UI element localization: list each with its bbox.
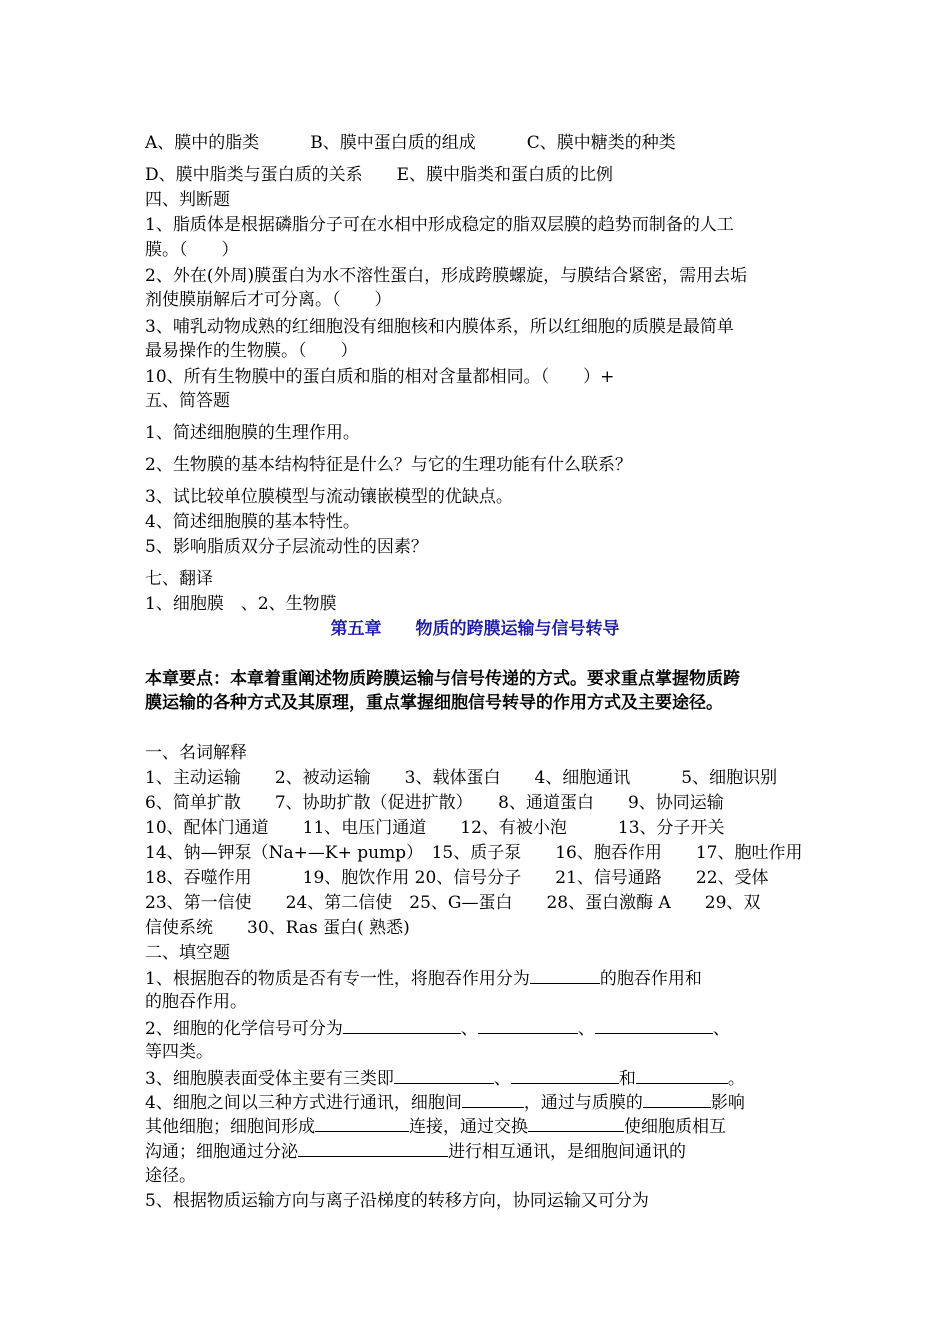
fill-question-4-cont: [145, 1139, 810, 1164]
terms-line: 1、主动运输 2、被动运输 3、载体蛋白 4、细胞通讯 5、细胞识别: [145, 768, 778, 788]
question-line: 的胞吞作用。: [145, 992, 247, 1012]
question-text: 3、细胞膜表面受体主要有三类即: [145, 1069, 394, 1089]
question-line: 最易操作的生物膜。（ ）: [145, 341, 358, 361]
fill-question-4-cont: [145, 1114, 810, 1139]
section-heading: 四、判断题: [145, 190, 230, 210]
question-text: 。: [727, 1069, 745, 1089]
section-heading: 二、填空题: [145, 943, 230, 963]
terms-line: 18、吞噬作用 19、胞饮作用 20、信号分子 21、信号通路 22、受体: [145, 868, 769, 888]
question-line: 途径。: [145, 1166, 196, 1186]
question-line: 剂使膜崩解后才可分离。（ ）: [145, 290, 392, 310]
question-line: 10、所有生物膜中的蛋白质和脂的相对含量都相同。（ ）+: [145, 367, 615, 387]
question-line: 5、影响脂质双分子层流动性的因素？: [145, 537, 428, 557]
terms-line: 信使系统 30、Ras 蛋白( 熟悉): [145, 918, 410, 938]
option-line: D、膜中脂类与蛋白质的关系 E、膜中脂类和蛋白质的比例: [145, 165, 614, 185]
question-line: 1、简述细胞膜的生理作用。: [145, 423, 360, 443]
fill-question-1: [145, 966, 810, 991]
answer-blank: [315, 1114, 409, 1132]
question-line: 1、脂质体是根据磷脂分子可在水相中形成稳定的脂双层膜的趋势而制备的人工: [145, 215, 734, 235]
question-text: 影响: [710, 1093, 745, 1113]
separator: 、: [577, 1019, 595, 1039]
fill-question-2: [145, 1016, 810, 1041]
answer-blank: [528, 1114, 624, 1132]
question-text: 1、根据胞吞的物质是否有专一性，将胞吞作用分为: [145, 969, 530, 989]
question-text: 4、细胞之间以三种方式进行通讯，细胞间: [145, 1093, 462, 1113]
separator: 、: [460, 1019, 478, 1039]
question-text: 沟通；细胞通过分泌: [145, 1142, 298, 1162]
fill-question-4: [145, 1090, 810, 1115]
question-line: 4、简述细胞膜的基本特性。: [145, 512, 360, 532]
question-line: 膜。（ ）: [145, 240, 239, 260]
section-heading: 七、翻译: [145, 569, 213, 589]
question-text: 其他细胞；细胞间形成: [145, 1117, 315, 1137]
key-points-line: 膜运输的各种方式及其原理，重点掌握细胞信号转导的作用方式及主要途径。: [145, 693, 723, 713]
question-line: 1、细胞膜 、2、生物膜: [145, 594, 337, 614]
answer-blank: [511, 1066, 619, 1084]
question-text: 2、细胞的化学信号可分为: [145, 1019, 343, 1039]
answer-blank: [298, 1139, 448, 1157]
separator: 、: [712, 1019, 730, 1039]
answer-blank: [530, 966, 600, 984]
question-text: 进行相互通讯，是细胞间通讯的: [448, 1142, 686, 1162]
separator: 、: [493, 1069, 511, 1089]
question-line: 3、试比较单位膜模型与流动镶嵌模型的优缺点。: [145, 487, 513, 507]
section-heading: 五、简答题: [145, 391, 230, 411]
question-text: 和: [618, 1069, 636, 1089]
terms-line: 6、简单扩散 7、协助扩散（促进扩散） 8、通道蛋白 9、协同运输: [145, 793, 724, 813]
terms-line: 23、第一信使 24、第二信使 25、G—蛋白 28、蛋白激酶 A 29、双: [145, 893, 761, 913]
answer-blank: [643, 1090, 711, 1108]
question-text: 连接，通过交换: [409, 1117, 528, 1137]
answer-blank: [394, 1066, 494, 1084]
terms-line: 14、钠—钾泵（Na+—K+ pump） 15、质子泵 16、胞吞作用 17、胞吐作用: [145, 843, 803, 863]
key-points-line: 本章要点：本章着重阐述物质跨膜运输与信号传递的方式。要求重点掌握物质跨: [145, 669, 740, 689]
fill-question-3: [145, 1066, 810, 1091]
question-text: ，通过与质膜的: [523, 1093, 643, 1113]
answer-blank: [636, 1066, 728, 1084]
answer-blank: [595, 1016, 713, 1034]
terms-line: 10、配体门通道 11、电压门通道 12、有被小泡 13、分子开关: [145, 818, 725, 838]
question-line: 3、哺乳动物成熟的红细胞没有细胞核和内膜体系，所以红细胞的质膜是最简单: [145, 317, 734, 337]
question-line: 2、外在(外周)膜蛋白为水不溶性蛋白，形成跨膜螺旋，与膜结合紧密，需用去垢: [145, 266, 748, 286]
question-text: 的胞吞作用和: [599, 969, 702, 989]
answer-blank: [462, 1090, 524, 1108]
section-heading: 一、名词解释: [145, 743, 247, 763]
answer-blank: [343, 1016, 461, 1034]
option-line: A、膜中的脂类 B、膜中蛋白质的组成 C、膜中糖类的种类: [145, 133, 676, 153]
chapter-title: 第五章 物质的跨膜运输与信号转导: [330, 619, 620, 639]
question-line: 等四类。: [145, 1042, 213, 1062]
question-line: 2、生物膜的基本结构特征是什么？与它的生理功能有什么联系？: [145, 455, 632, 475]
fill-question-5: 5、根据物质运输方向与离子沿梯度的转移方向，协同运输又可分为: [145, 1191, 649, 1211]
answer-blank: [478, 1016, 578, 1034]
question-text: 使细胞质相互: [624, 1117, 726, 1137]
